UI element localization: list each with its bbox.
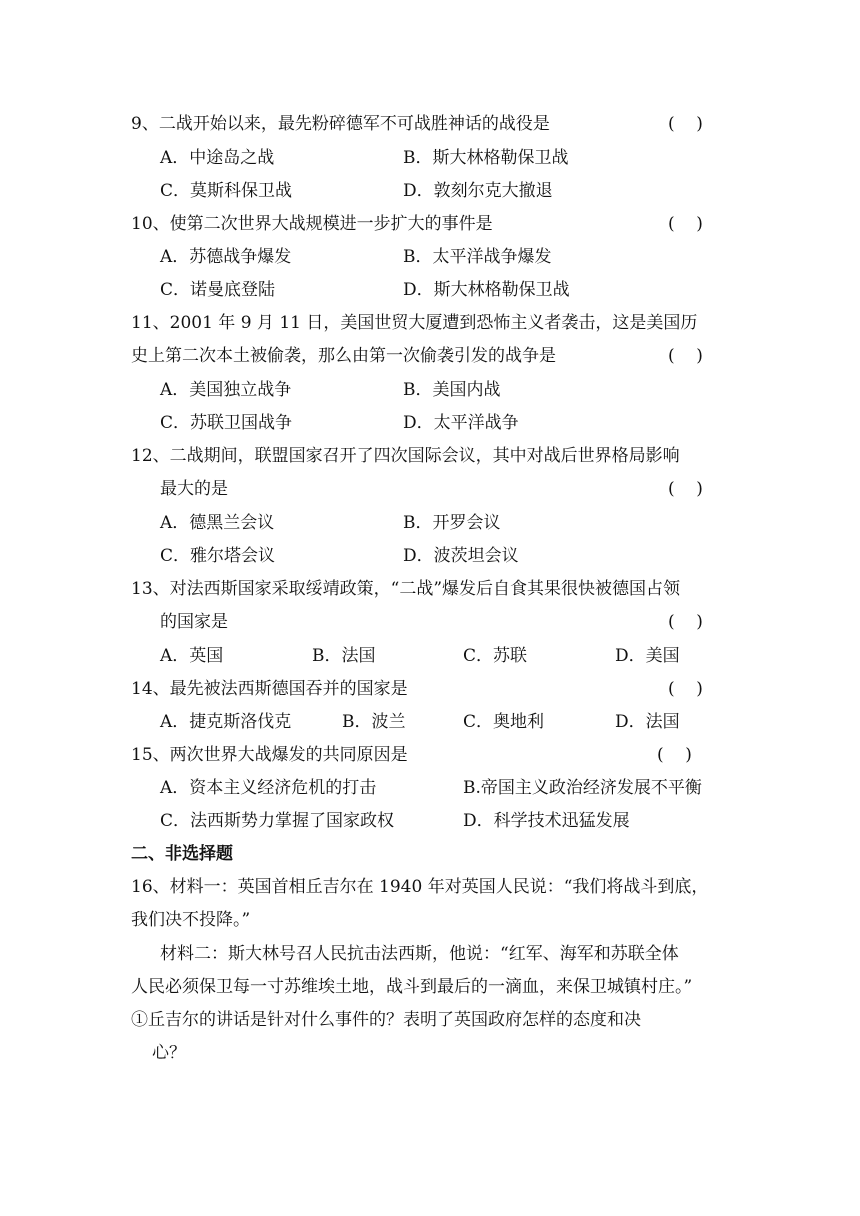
question-12-option-b[interactable]: B．开罗会议 (403, 513, 501, 533)
question-9-option-a[interactable]: A．中途岛之战 (160, 148, 275, 168)
question-10-option-c[interactable]: C．诺曼底登陆 (160, 280, 276, 300)
question-11-option-b[interactable]: B．美国内战 (403, 380, 501, 400)
question-13-option-d[interactable]: D．美国 (615, 646, 680, 666)
question-14-option-b[interactable]: B．波兰 (342, 712, 406, 732)
question-12-option-a[interactable]: A．德黑兰会议 (160, 513, 275, 533)
question-12-answer-blank[interactable]: ( ) (668, 479, 703, 499)
question-11-answer-blank[interactable]: ( ) (668, 346, 703, 366)
question-13-stem-line2: 的国家是 (160, 612, 228, 632)
question-11-stem-line2: 史上第二次本土被偷袭，那么由第一次偷袭引发的战争是 (131, 346, 556, 366)
question-16-line5: ①丘吉尔的讲话是针对什么事件的？表明了英国政府怎样的态度和决 (131, 1010, 641, 1030)
question-13-option-c[interactable]: C．苏联 (463, 646, 528, 666)
question-10-option-d[interactable]: D．斯大林格勒保卫战 (403, 280, 570, 300)
question-14-stem: 14、最先被法西斯德国吞并的国家是 (131, 679, 408, 699)
question-14-option-a[interactable]: A．捷克斯洛伐克 (160, 712, 292, 732)
question-16-line4: 人民必须保卫每一寸苏维埃土地，战斗到最后的一滴血，来保卫城镇村庄。” (131, 977, 693, 997)
question-16-line3: 材料二：斯大林号召人民抗击法西斯，他说：“红军、海军和苏联全体 (160, 944, 679, 964)
question-10-stem: 10、使第二次世界大战规模进一步扩大的事件是 (131, 214, 493, 234)
question-15-option-a[interactable]: A．资本主义经济危机的打击 (160, 778, 377, 798)
question-12-option-c[interactable]: C．雅尔塔会议 (160, 546, 276, 566)
question-11-option-d[interactable]: D．太平洋战争 (403, 413, 519, 433)
question-15-option-d[interactable]: D．科学技术迅猛发展 (463, 811, 630, 831)
question-10-answer-blank[interactable]: ( ) (668, 214, 703, 234)
question-15-option-b[interactable]: B.帝国主义政治经济发展不平衡 (463, 778, 702, 798)
question-13-option-b[interactable]: B．法国 (312, 646, 376, 666)
section-2-heading: 二、非选择题 (131, 844, 233, 864)
question-9-option-b[interactable]: B．斯大林格勒保卫战 (403, 148, 569, 168)
question-9-stem: 9、二战开始以来，最先粉碎德军不可战胜神话的战役是 (131, 114, 550, 134)
question-11-option-a[interactable]: A．美国独立战争 (160, 380, 292, 400)
question-13-stem-line1: 13、对法西斯国家采取绥靖政策，“二战”爆发后自食其果很快被德国占领 (131, 579, 681, 599)
question-14-option-d[interactable]: D．法国 (615, 712, 680, 732)
question-12-stem-line1: 12、二战期间，联盟国家召开了四次国际会议，其中对战后世界格局影响 (131, 446, 680, 466)
question-14-answer-blank[interactable]: ( ) (668, 679, 703, 699)
question-13-answer-blank[interactable]: ( ) (668, 612, 703, 632)
question-9-option-c[interactable]: C．莫斯科保卫战 (160, 181, 293, 201)
question-12-stem-line2: 最大的是 (160, 479, 228, 499)
question-15-answer-blank[interactable]: ( ) (657, 745, 692, 765)
question-11-stem-line1: 11、2001 年 9 月 11 日，美国世贸大厦遭到恐怖主义者袭击，这是美国历 (131, 313, 698, 333)
question-9-option-d[interactable]: D．敦刻尔克大撤退 (403, 181, 553, 201)
question-15-stem: 15、两次世界大战爆发的共同原因是 (131, 745, 408, 765)
question-13-option-a[interactable]: A．英国 (160, 646, 224, 666)
question-10-option-a[interactable]: A．苏德战争爆发 (160, 247, 292, 267)
question-16-line6: 心？ (152, 1043, 186, 1063)
question-14-option-c[interactable]: C．奥地利 (463, 712, 545, 732)
question-9-answer-blank[interactable]: ( ) (668, 114, 703, 134)
question-16-line2: 我们决不投降。” (131, 910, 251, 930)
question-16-line1: 16、材料一：英国首相丘吉尔在 1940 年对英国人民说：“我们将战斗到底， (131, 877, 709, 897)
question-15-option-c[interactable]: C．法西斯势力掌握了国家政权 (160, 811, 395, 831)
question-10-option-b[interactable]: B．太平洋战争爆发 (403, 247, 552, 267)
question-11-option-c[interactable]: C．苏联卫国战争 (160, 413, 293, 433)
question-12-option-d[interactable]: D．波茨坦会议 (403, 546, 519, 566)
